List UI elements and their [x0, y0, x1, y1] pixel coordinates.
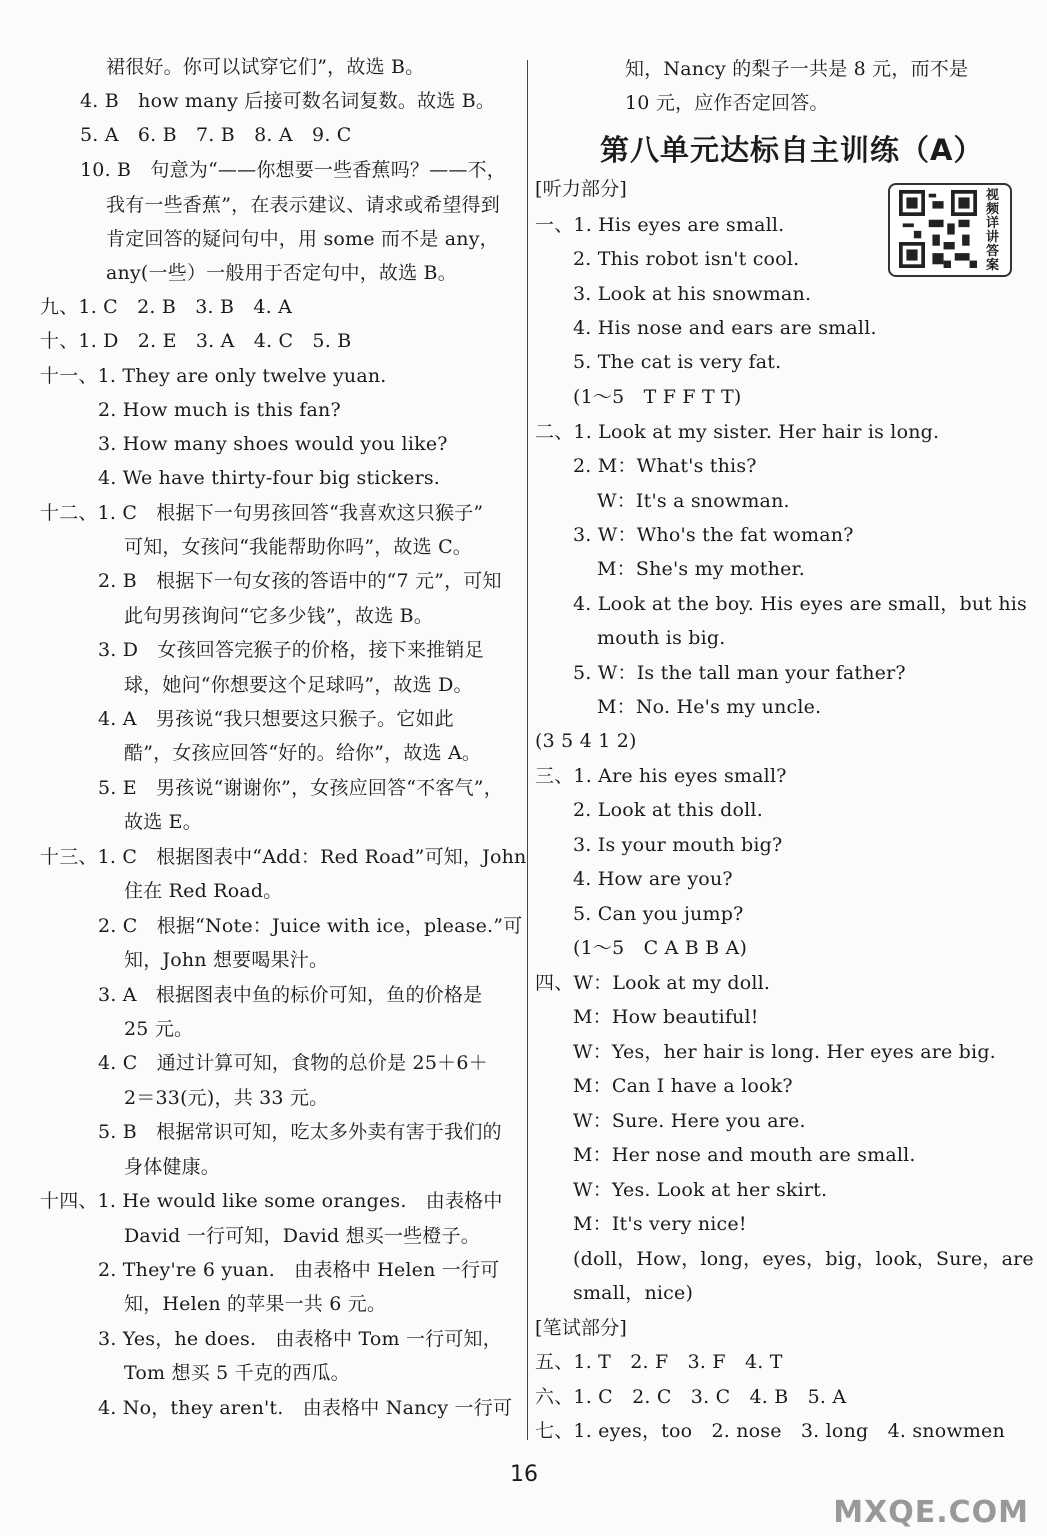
answer-line: W：Yes. Look at her skirt. [573, 1179, 828, 1201]
answer-line: 住在 Red Road。 [124, 880, 283, 902]
answer-line: M：Her nose and mouth are small. [573, 1144, 916, 1166]
answer-line: 二、1. Look at my sister. Her hair is long. [535, 421, 940, 443]
answer-line: 4. No，they aren't. 由表格中 Nancy 一行可 [98, 1397, 513, 1419]
answer-line: 2. This robot isn't cool. [573, 248, 800, 270]
answer-line: 知，Nancy 的梨子一共是 8 元，而不是 [625, 58, 969, 80]
answer-line: 十一、1. They are only twelve yuan. [40, 365, 387, 387]
answer-line: 5. B 根据常识可知，吃太多外卖有害于我们的 [98, 1121, 502, 1143]
answer-line: 5. E 男孩说“谢谢你”，女孩应回答“不客气”， [98, 777, 503, 799]
answer-line: 一、1. His eyes are small. [535, 214, 785, 236]
answer-line: 三、1. Are his eyes small? [535, 765, 787, 787]
answer-line: 4. C 通过计算可知，食物的总价是 25＋6＋ [98, 1052, 488, 1074]
answer-line: M：It's very nice! [573, 1213, 747, 1235]
answer-line: W：Yes，her hair is long. Her eyes are big. [573, 1041, 996, 1063]
answer-line: 身体健康。 [124, 1156, 221, 1178]
answer-line: 故选 E。 [124, 811, 202, 833]
section-title: 第八单元达标自主训练（A） [600, 133, 984, 167]
answer-line: Tom 想买 5 千克的西瓜。 [124, 1362, 350, 1384]
answer-line: 裙很好。你可以试穿它们”，故选 B。 [106, 56, 425, 78]
answer-line: 此句男孩询问“它多少钱”，故选 B。 [124, 605, 434, 627]
answer-line: 七、1. eyes，too 2. nose 3. long 4. snowmen [535, 1420, 1005, 1442]
answer-line: 3. Yes，he does. 由表格中 Tom 一行可知， [98, 1328, 502, 1350]
answer-line: 3. Look at his snowman. [573, 283, 812, 305]
answer-line: (doll，How，long，eyes，big，look，Sure，are [573, 1248, 1034, 1270]
answer-line: M：Can I have a look? [573, 1075, 793, 1097]
answer-line: (3 5 4 1 2) [535, 730, 637, 752]
answer-line: 十、1. D 2. E 3. A 4. C 5. B [40, 330, 352, 352]
answer-line: M：How beautiful! [573, 1006, 759, 1028]
page-number: 16 [510, 1462, 538, 1487]
answer-line: 4. A 男孩说“我只想要这只猴子。它如此 [98, 708, 454, 730]
answer-line: 3. How many shoes would you like? [98, 433, 448, 455]
answer-line: M：She's my mother. [597, 558, 805, 580]
answer-line: 10 元，应作否定回答。 [625, 92, 829, 114]
answer-line: [听力部分] [535, 178, 628, 200]
answer-line: any(一些）一般用于否定句中，故选 B。 [106, 262, 457, 284]
answer-line: 2. M：What's this? [573, 455, 757, 477]
answer-line: 10. B 句意为“——你想要一些香蕉吗？——不， [80, 159, 506, 181]
answer-line: 5. W：Is the tall man your father? [573, 662, 906, 684]
answer-line: 25 元。 [124, 1018, 194, 1040]
answer-line: 5. A 6. B 7. B 8. A 9. C [80, 124, 352, 146]
answer-line: 九、1. C 2. B 3. B 4. A [40, 296, 293, 318]
answer-line: 知，Helen 的苹果一共 6 元。 [124, 1293, 387, 1315]
answer-line: M：No. He's my uncle. [597, 696, 822, 718]
answer-line: [笔试部分] [535, 1317, 628, 1339]
answer-line: 十三、1. C 根据图表中“Add：Red Road”可知，John [40, 846, 527, 868]
answer-line: 我有一些香蕉”，在表示建议、请求或希望得到 [106, 194, 500, 216]
answer-line: 2. They're 6 yuan. 由表格中 Helen 一行可 [98, 1259, 500, 1281]
answer-line: 4. Look at the boy. His eyes are small，but his [573, 593, 1027, 615]
answer-line: 3. D 女孩回答完猴子的价格，接下来推销足 [98, 639, 484, 661]
answer-line: 4. His nose and ears are small. [573, 317, 877, 339]
answer-line: 4. B how many 后接可数名词复数。故选 B。 [80, 90, 496, 112]
qr-caption: 视频详讲答案 [986, 188, 1000, 273]
answer-line: small，nice) [573, 1282, 694, 1304]
answer-line: 2. How much is this fan? [98, 399, 341, 421]
answer-line: David 一行可知，David 想买一些橙子。 [124, 1225, 480, 1247]
answer-line: (1～5 C A B B A) [573, 937, 748, 959]
column-divider [527, 60, 528, 1440]
answer-line: 六、1. C 2. C 3. C 4. B 5. A [535, 1386, 847, 1408]
answer-line: 五、1. T 2. F 3. F 4. T [535, 1351, 783, 1373]
answer-line: W：It's a snowman. [597, 490, 790, 512]
answer-line: 2＝33(元)，共 33 元。 [124, 1087, 329, 1109]
answer-line: (1～5 T F F T T) [573, 386, 742, 408]
answer-line: 5. The cat is very fat. [573, 351, 782, 373]
answer-line: 酷”，女孩应回答“好的。给你”，故选 A。 [124, 742, 482, 764]
answer-line: W：Sure. Here you are. [573, 1110, 806, 1132]
answer-line: 知，John 想要喝果汁。 [124, 949, 329, 971]
answer-line: 2. B 根据下一句女孩的答语中的“7 元”，可知 [98, 570, 502, 592]
answer-line: 5. Can you jump? [573, 903, 744, 925]
answer-line: 十四、1. He would like some oranges. 由表格中 [40, 1190, 503, 1212]
qr-pattern [896, 190, 980, 268]
answer-line: 四、W：Look at my doll. [535, 972, 771, 994]
qr-code-icon[interactable] [888, 183, 1012, 277]
answer-line: 3. Is your mouth big? [573, 834, 783, 856]
answer-line: mouth is big. [597, 627, 726, 649]
answer-line: 3. W：Who's the fat woman? [573, 524, 854, 546]
answer-line: 4. We have thirty-four big stickers. [98, 467, 441, 489]
answer-line: 球，她问“你想要这个足球吗”，故选 D。 [124, 674, 473, 696]
answer-line: 4. How are you? [573, 868, 733, 890]
answer-line: 2. C 根据“Note：Juice with ice，please.”可 [98, 915, 523, 937]
answer-line: 可知，女孩问“我能帮助你吗”，故选 C。 [124, 536, 473, 558]
answer-line: 2. Look at this doll. [573, 799, 763, 821]
answer-line: 十二、1. C 根据下一句男孩回答“我喜欢这只猴子” [40, 502, 484, 524]
answer-line: 肯定回答的疑问句中，用 some 而不是 any， [106, 228, 499, 250]
answer-line: 3. A 根据图表中鱼的标价可知，鱼的价格是 [98, 984, 483, 1006]
watermark-logo: MXQE.COM [833, 1495, 1029, 1530]
